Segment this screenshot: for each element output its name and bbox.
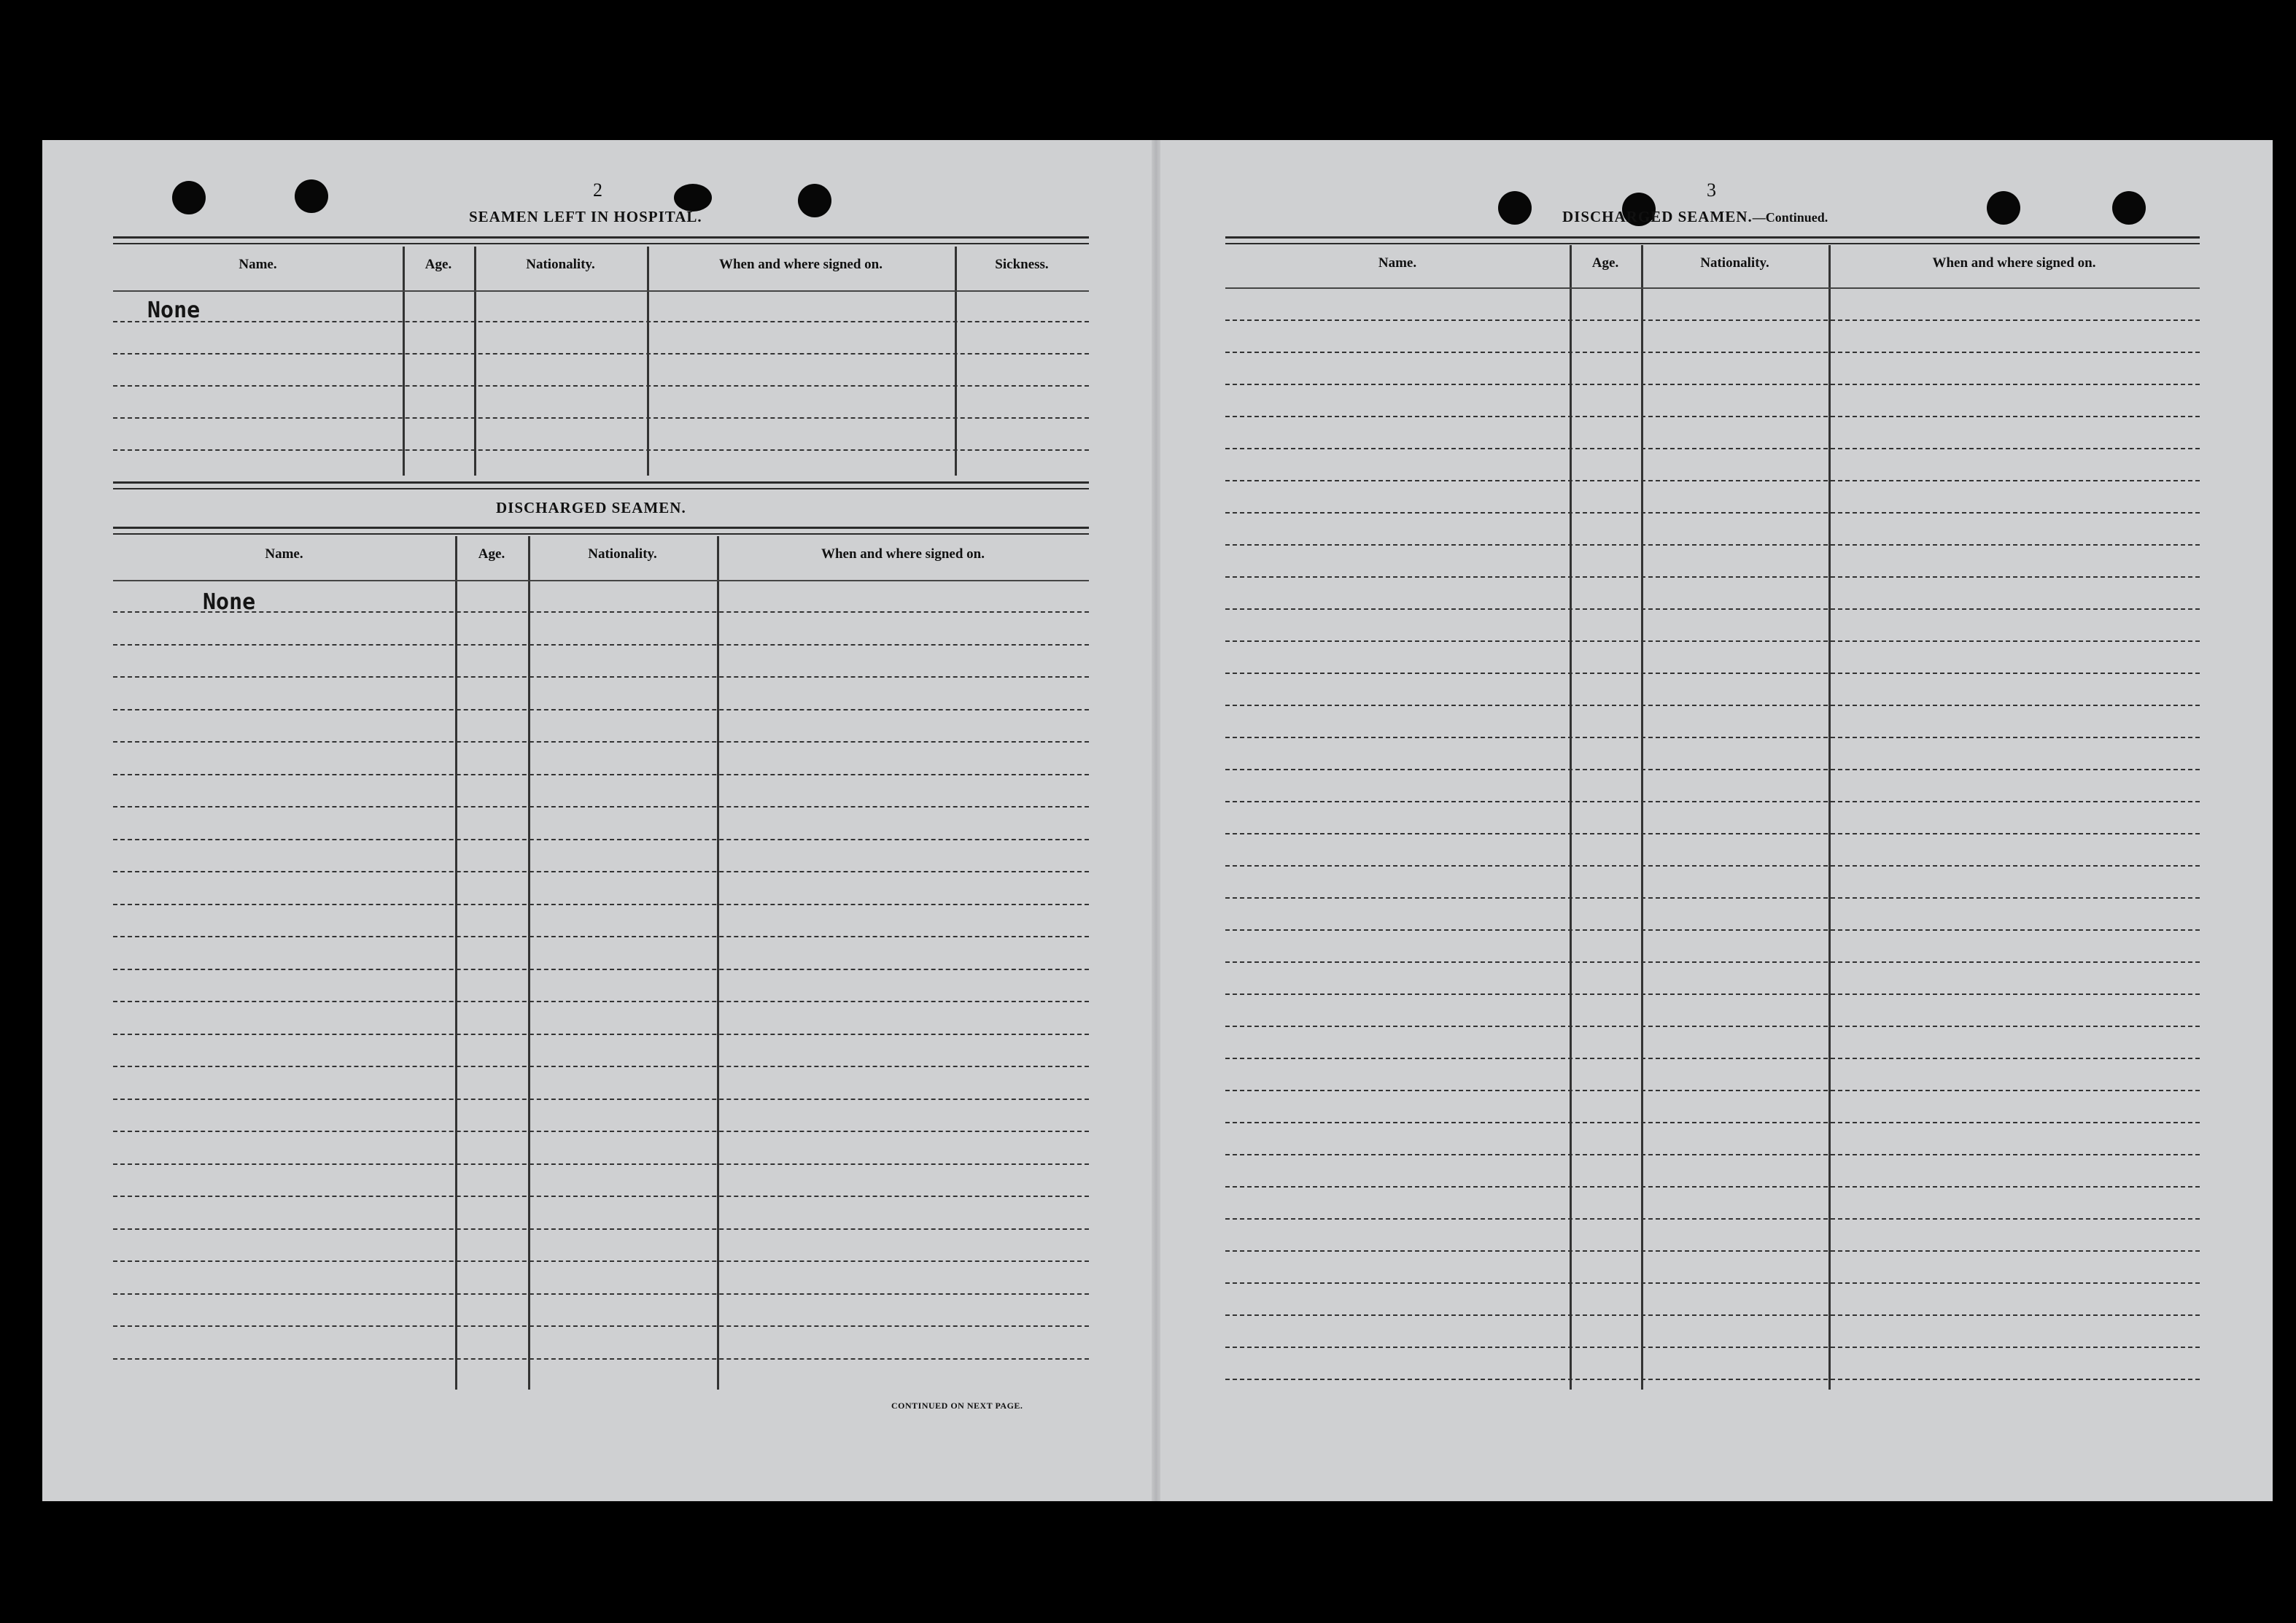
ruled-row <box>113 1001 1089 1002</box>
ruled-row <box>113 321 1089 322</box>
ruled-row <box>113 417 1089 419</box>
punch-hole <box>172 181 206 214</box>
ruled-row <box>1225 319 2200 321</box>
page-gutter <box>1152 140 1160 1501</box>
hospital-entry-none: None <box>147 298 201 323</box>
column-header: Age. <box>1591 255 1619 271</box>
ruled-row <box>113 1293 1089 1295</box>
ruled-row <box>1225 833 2200 834</box>
ruled-row <box>1225 1218 2200 1220</box>
ruled-row <box>113 741 1089 743</box>
title-suffix: —Continued. <box>1752 210 1828 225</box>
header-rule <box>1225 236 2200 244</box>
title-main: DISCHARGED SEAMEN. <box>1562 208 1753 225</box>
ruled-row <box>1225 608 2200 610</box>
ruled-row <box>1225 1154 2200 1155</box>
ruled-row <box>113 676 1089 678</box>
column-header: Name. <box>265 546 303 562</box>
ruled-row <box>113 644 1089 646</box>
ruled-row <box>1225 705 2200 706</box>
column-divider <box>474 247 476 476</box>
ruled-row <box>1225 1314 2200 1316</box>
column-header: When and where signed on. <box>718 257 883 272</box>
header-underline <box>113 580 1089 581</box>
ruled-row <box>113 969 1089 970</box>
punch-hole <box>2112 191 2146 225</box>
column-divider <box>647 247 649 476</box>
column-header: Age. <box>478 546 505 562</box>
ruled-row <box>1225 1058 2200 1059</box>
ruled-row <box>1225 737 2200 738</box>
column-divider <box>403 247 405 476</box>
ruled-row <box>1225 673 2200 674</box>
ruled-row <box>1225 416 2200 417</box>
ruled-row <box>113 1099 1089 1100</box>
column-header: Name. <box>1378 255 1417 271</box>
ruled-row <box>1225 865 2200 867</box>
punch-hole <box>1987 191 2020 225</box>
ruled-row <box>1225 1090 2200 1091</box>
ruled-row <box>1225 1186 2200 1188</box>
discharged-continued-title <box>1562 208 1828 226</box>
ruled-row <box>113 1260 1089 1262</box>
discharged-section-title: DISCHARGED SEAMEN. <box>496 499 686 516</box>
ruled-row <box>113 1325 1089 1327</box>
ruled-row <box>113 353 1089 355</box>
continued-note: CONTINUED ON NEXT PAGE. <box>891 1401 1023 1411</box>
ruled-row <box>1225 448 2200 449</box>
punch-hole <box>1498 191 1532 225</box>
hospital-section-title: SEAMEN LEFT IN HOSPITAL. <box>469 208 702 225</box>
page-number: 2 <box>593 179 602 201</box>
ruled-row <box>113 1163 1089 1165</box>
ruled-row <box>1225 1282 2200 1284</box>
ruled-row <box>1225 769 2200 770</box>
ruled-row <box>113 871 1089 872</box>
ruled-row <box>113 709 1089 710</box>
ruled-row <box>1225 961 2200 963</box>
ruled-row <box>1225 480 2200 481</box>
column-header: Age. <box>424 257 452 272</box>
ruled-row <box>1225 1026 2200 1027</box>
ruled-row <box>113 1228 1089 1230</box>
column-header: Nationality. <box>1700 255 1769 271</box>
column-divider <box>955 247 957 476</box>
ruled-row <box>113 385 1089 387</box>
ruled-row <box>1225 352 2200 353</box>
ruled-row <box>113 449 1089 451</box>
ruled-row <box>113 1034 1089 1035</box>
hospital-bottom-rule <box>113 481 1089 489</box>
ruled-row <box>113 1358 1089 1360</box>
ruled-row <box>113 806 1089 807</box>
column-header: When and where signed on. <box>821 546 985 562</box>
ruled-row <box>1225 801 2200 802</box>
header-rule <box>113 527 1089 535</box>
punch-hole <box>295 179 328 213</box>
page-number: 3 <box>1707 179 1716 201</box>
ruled-row <box>1225 1122 2200 1123</box>
ruled-row <box>113 936 1089 937</box>
ruled-row <box>1225 897 2200 899</box>
ruled-row <box>113 1066 1089 1067</box>
ruled-row <box>1225 640 2200 642</box>
discharged-entry-none: None <box>203 589 256 615</box>
ruled-row <box>1225 512 2200 514</box>
ruled-row <box>1225 993 2200 995</box>
ruled-row <box>1225 1250 2200 1252</box>
ruled-row <box>1225 384 2200 385</box>
ruled-row <box>1225 929 2200 931</box>
header-underline <box>113 290 1089 292</box>
ruled-row <box>113 904 1089 905</box>
ruled-row <box>1225 544 2200 546</box>
ruled-row <box>113 1131 1089 1132</box>
ruled-row <box>1225 1379 2200 1380</box>
ruled-row <box>113 774 1089 775</box>
column-header: When and where signed on. <box>1932 255 2096 271</box>
column-header: Nationality. <box>526 257 595 272</box>
header-underline <box>1225 287 2200 289</box>
punch-hole <box>798 184 831 217</box>
column-header: Nationality. <box>588 546 657 562</box>
ruled-row <box>113 1196 1089 1197</box>
ruled-row <box>113 839 1089 840</box>
ruled-row <box>1225 576 2200 578</box>
column-header: Name. <box>238 257 277 272</box>
header-rule <box>113 236 1089 244</box>
column-header: Sickness. <box>995 257 1049 272</box>
ruled-row <box>113 611 1089 613</box>
ruled-row <box>1225 1347 2200 1348</box>
